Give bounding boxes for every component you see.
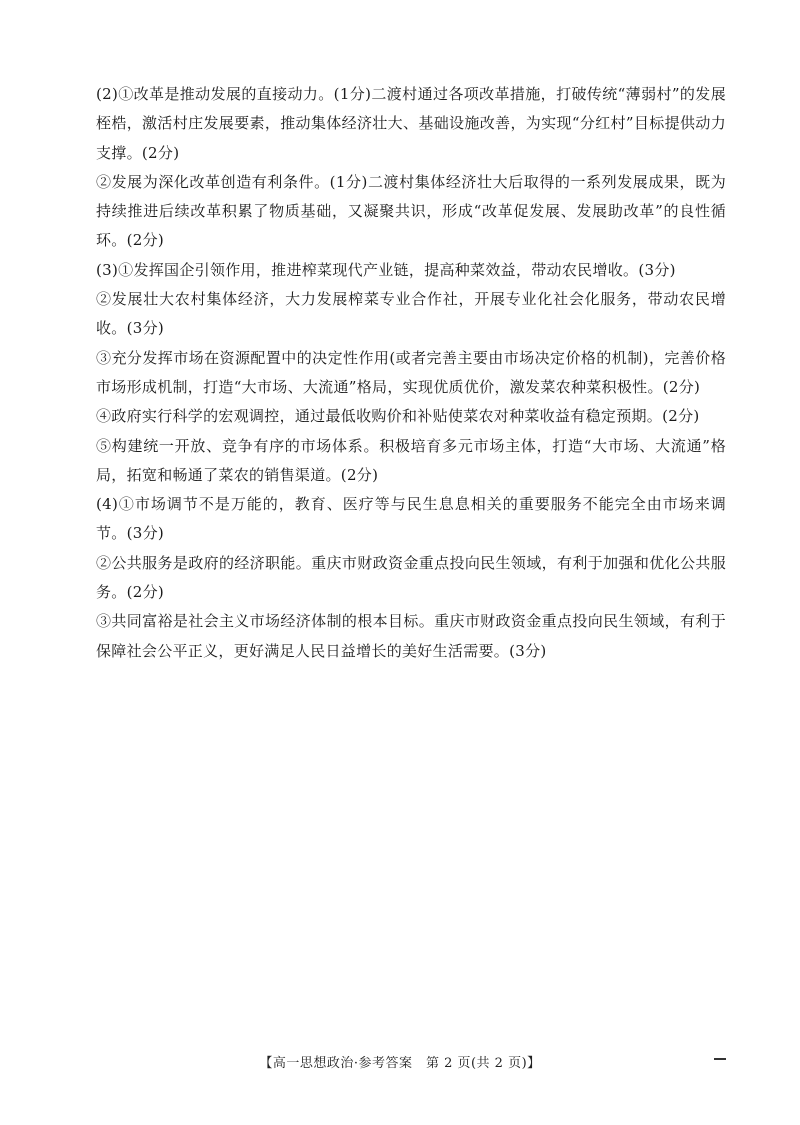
page-footer: 【高一思想政治·参考答案 第 2 页(共 2 页)】 bbox=[259, 1056, 541, 1071]
answer-paragraph-4-1: (4)①市场调节不是万能的，教育、医疗等与民生息息相关的重要服务不能完全由市场来调节。(3分) bbox=[96, 495, 726, 543]
answer-paragraph-4-2: ②公共服务是政府的经济职能。重庆市财政资金重点投向民生领域，有利于加强和优化公共服务。(2分) bbox=[96, 553, 726, 602]
answer-paragraph-2-1: (2)①改革是推动发展的直接动力。(1分)二渡村通过各项改革措施，打破传统“薄弱村”的发展桎梏，激活村庄发展要素，推动集体经济壮大、基础设施改善，为实现“分红村”目标提供动力支撑。(2分) bbox=[96, 85, 726, 162]
answer-content bbox=[96, 80, 726, 666]
answer-paragraph-3-3: ③充分发挥市场在资源配置中的决定性作用(或者完善主要由市场决定价格的机制)，完善价格市场形成机制，打造“大市场、大流通”格局，实现优质优价，激发菜农种菜积极性。(2分) bbox=[96, 348, 726, 396]
answer-paragraph-2-2: ②发展为深化改革创造有利条件。(1分)二渡村集体经济壮大后取得的一系列发展成果，既为持续推进后续改革积累了物质基础，又凝聚共识，形成“改革促发展、发展助改革”的良性循环。(2分) bbox=[96, 172, 726, 250]
answer-paragraph-3-1: (3)①发挥国企引领作用，推进榨菜现代产业链，提高种菜效益，带动农民增收。(3分) bbox=[96, 260, 676, 279]
answer-paragraph-4-3: ③共同富裕是社会主义市场经济体制的根本目标。重庆市财政资金重点投向民生领域，有利于保障社会公平正义，更好满足人民日益增长的美好生活需要。(3分) bbox=[96, 612, 726, 660]
answer-paragraph-3-5: ⑤构建统一开放、竞争有序的市场体系。积极培育多元市场主体，打造“大市场、大流通”格局，拓宽和畅通了菜农的销售渠道。(2分) bbox=[96, 436, 726, 484]
answer-paragraph-3-2: ②发展壮大农村集体经济，大力发展榨菜专业合作社，开展专业化社会化服务，带动农民增收。(3分) bbox=[96, 290, 726, 338]
answer-paragraph-3-4: ④政府实行科学的宏观调控，通过最低收购价和补贴使菜农对种菜收益有稳定预期。(2分) bbox=[96, 407, 700, 426]
corner-mark bbox=[714, 1058, 726, 1060]
